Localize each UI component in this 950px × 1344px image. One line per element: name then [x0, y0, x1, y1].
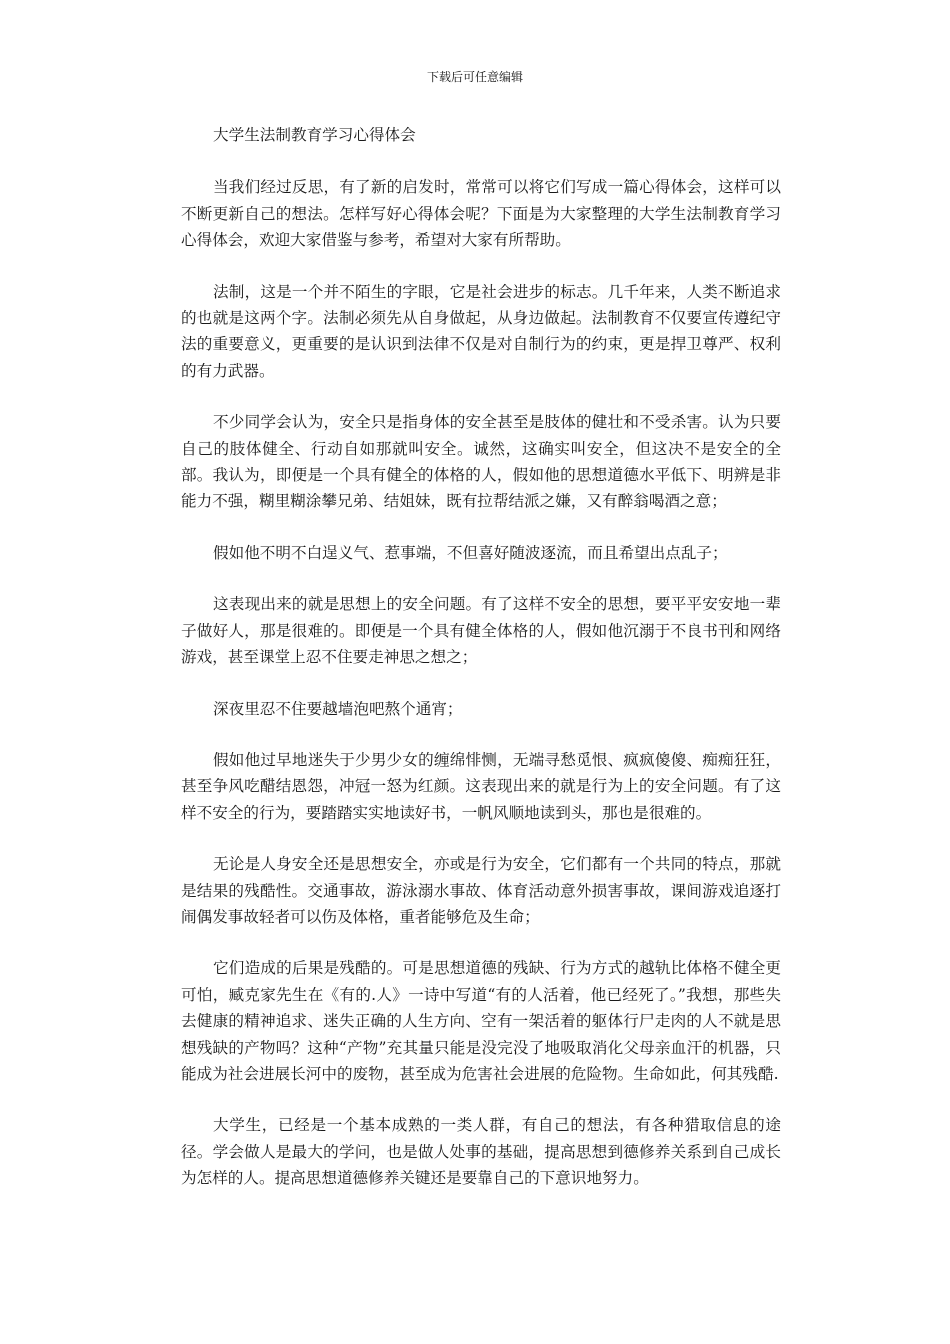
paragraph: 假如他过早地迷失于少男少女的缠绵悱恻，无端寻愁觅恨、疯疯傻傻、痴痴狂狂，甚至争风吃醋结恩怨，冲冠一怒为红颜。这表现出来的就是行为上的安全问题。有了这样不安全的行为，要踏踏实实地读好书，一帆风顺地读到头，那也是很难的。 [181, 750, 781, 822]
paragraph: 这表现出来的就是思想上的安全问题。有了这样不安全的思想，要平平安安地一辈子做好人，那是很难的。即便是一个具有健全体格的人，假如他沉溺于不良书刊和网络游戏，甚至课堂上忍不住要走神思之想之； [181, 595, 781, 667]
paragraph: 大学生，已经是一个基本成熟的一类人群，有自己的想法，有各种猎取信息的途径。学会做人是最大的学问，也是做人处事的基础，提高思想到德修养关系到自己成长为怎样的人。提高思想道德修养关键还是要靠自己的下意识地努力。 [181, 1116, 781, 1188]
document-body [181, 122, 781, 1217]
paragraph: 法制，这是一个并不陌生的字眼，它是社会进步的标志。几千年来，人类不断追求的也就是这两个字。法制必须先从自身做起，从身边做起。法制教育不仅要宣传遵纪守法的重要意义，更重要的是认识到法律不仅是对自制行为的约束，更是捍卫尊严、权利的有力武器。 [181, 282, 781, 380]
paragraph: 当我们经过反思，有了新的启发时，常常可以将它们写成一篇心得体会，这样可以不断更新自己的想法。怎样写好心得体会呢？下面是为大家整理的大学生法制教育学习心得体会，欢迎大家借鉴与参考，希望对大家有所帮助。 [181, 178, 781, 250]
paragraph: 不少同学会认为，安全只是指身体的安全甚至是肢体的健壮和不受杀害。认为只要自己的肢体健全、行动自如那就叫安全。诚然，这确实叫安全，但这决不是安全的全部。我认为，即便是一个具有健全的体格的人，假如他的思想道德水平低下、明辨是非能力不强，糊里糊涂攀兄弟、结姐妹，既有拉帮结派之嫌，又有醉翁喝酒之意； [181, 413, 781, 511]
paragraph: 无论是人身安全还是思想安全，亦或是行为安全，它们都有一个共同的特点，那就是结果的残酷性。交通事故，游泳溺水事故、体育活动意外损害事故，课间游戏追逐打闹偶发事故轻者可以伤及体格，重者能够危及生命； [181, 855, 781, 926]
paragraph: 它们造成的后果是残酷的。可是思想道德的残缺、行为方式的越轨比体格不健全更可怕，臧克家先生在《有的.人》一诗中写道“有的人活着，他已经死了。”我想，那些失去健康的精神追求、迷失正确的人生方向、空有一架活着的躯体行尸走肉的人不就是思想残缺的产物吗？这种“产物”充其量只能是没完没了地吸取消化父母亲血汗的机器，只能成为社会进展长河中的废物，甚至成为危害社会进展的危险物。生命如此，何其残酷. [181, 959, 781, 1083]
paragraph: 假如他不明不白逞义气、惹事端，不但喜好随波逐流，而且希望出点乱子； [213, 543, 728, 562]
document-title: 大学生法制教育学习心得体会 [213, 126, 416, 144]
header-note: 下载后可任意编辑 [426, 70, 523, 84]
paragraph: 深夜里忍不住要越墙泡吧熬个通宵； [213, 699, 463, 718]
